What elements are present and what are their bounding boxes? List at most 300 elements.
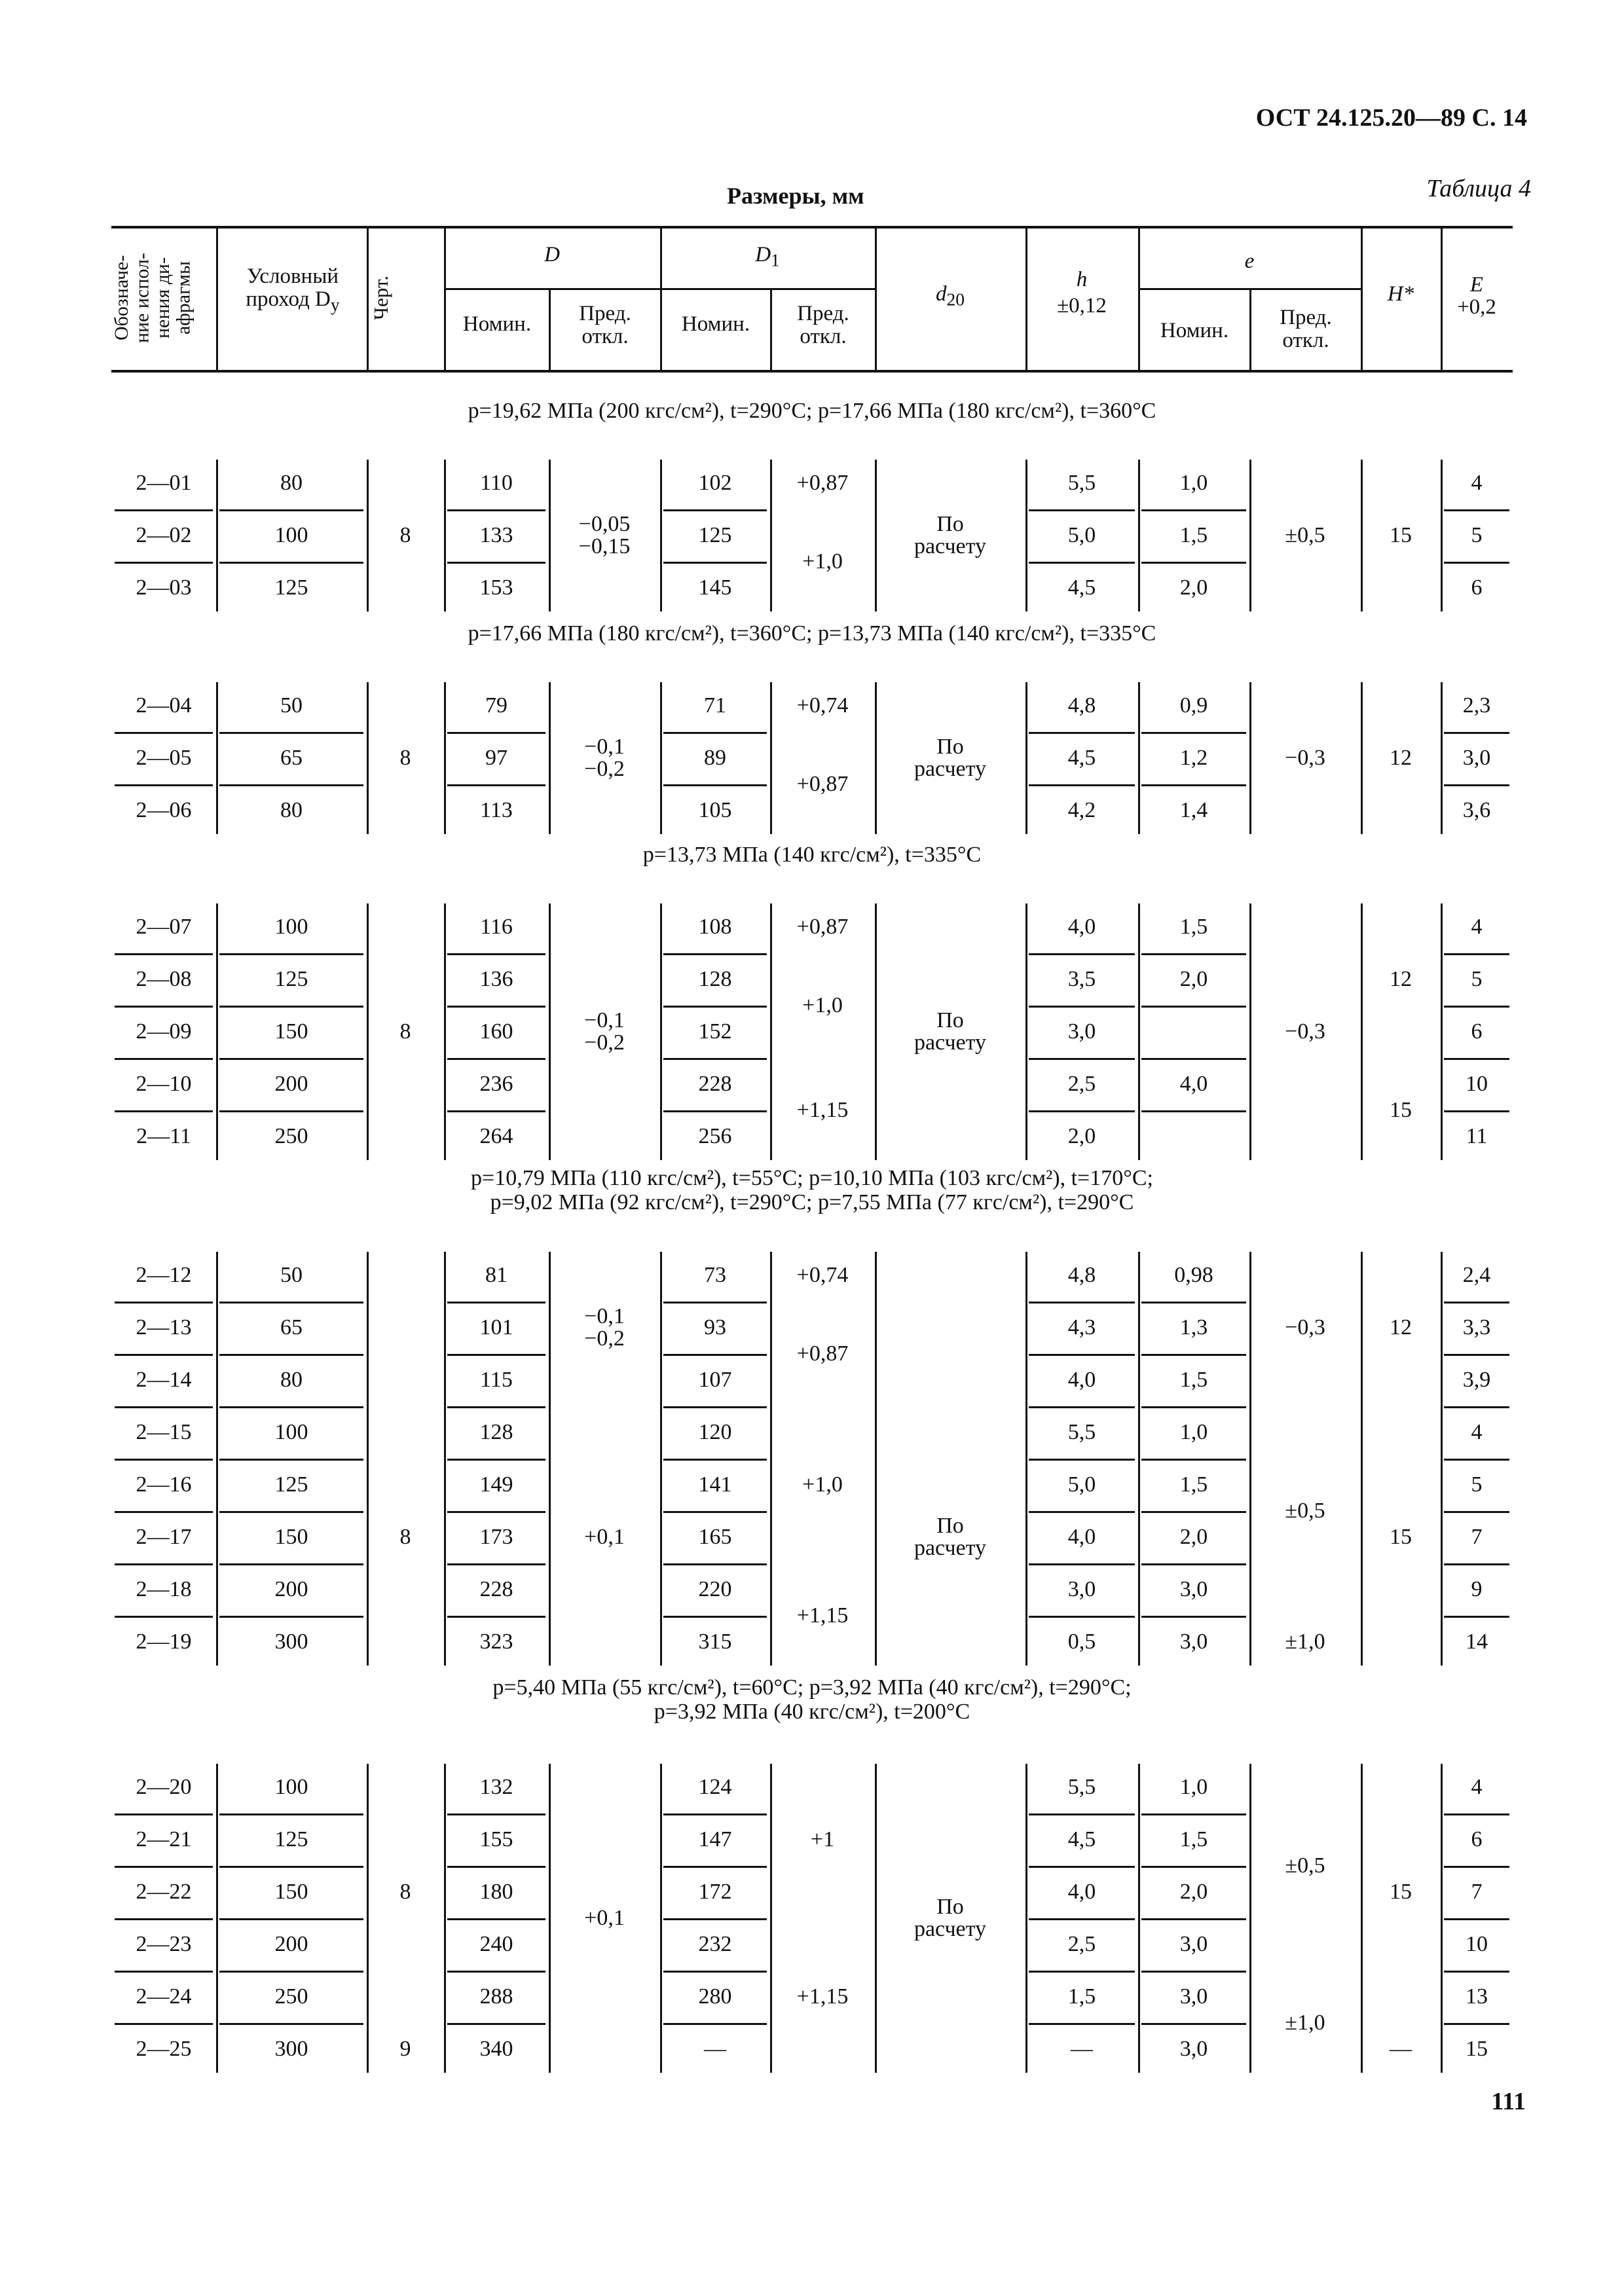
table-cell-D: 340 xyxy=(479,2037,513,2061)
table-cell-edev: −0,3 xyxy=(1285,746,1325,770)
row-rule xyxy=(1141,953,1246,955)
row-rule xyxy=(219,1813,363,1815)
table-cell-h: 4,0 xyxy=(1067,915,1096,939)
table-cell-E: 3,0 xyxy=(1462,746,1491,770)
table-cell-D1: 102 xyxy=(698,471,732,495)
table-cell-D1: 124 xyxy=(698,1775,732,1799)
row-rule xyxy=(1444,1006,1509,1008)
table-cell-h: 1,5 xyxy=(1067,1984,1096,2009)
row-rule xyxy=(1029,1406,1135,1408)
table-cell-h: 4,0 xyxy=(1067,1525,1096,1549)
row-rule xyxy=(663,1813,767,1815)
row-rule xyxy=(1444,1616,1509,1618)
table-cell-E: 11 xyxy=(1466,1124,1488,1148)
row-rule xyxy=(1029,1302,1135,1303)
row-rule xyxy=(663,784,767,786)
row-rule xyxy=(115,1971,213,1973)
col-d20-subscript: 20 xyxy=(946,289,965,310)
table-cell-D: 116 xyxy=(480,915,513,939)
table-cell-D1dev: +0,87 xyxy=(796,471,849,495)
table-cell-D1dev: +1 xyxy=(810,1827,835,1851)
table-cell-code: 2—18 xyxy=(136,1577,192,1601)
col-E-header: E xyxy=(1469,273,1484,297)
table-cell-dy: 200 xyxy=(274,1577,308,1601)
table-cell-code: 2—03 xyxy=(136,575,192,600)
table-cell-code: 2—10 xyxy=(136,1072,192,1096)
section-condition: p=13,73 МПа (140 кгс/см²), t=335°C xyxy=(642,843,982,867)
row-rule xyxy=(1444,1971,1509,1973)
row-rule xyxy=(1141,1563,1246,1565)
row-rule xyxy=(447,1616,545,1618)
table-cell-drw: 8 xyxy=(399,1019,411,1044)
table-cell-E: 6 xyxy=(1471,1827,1483,1851)
row-rule xyxy=(663,1058,767,1060)
column-divider xyxy=(1138,1252,1140,1666)
col-E-tolerance: +0,2 xyxy=(1457,295,1496,319)
table-cell-D: 236 xyxy=(479,1072,513,1096)
row-rule xyxy=(1444,1354,1509,1356)
table-cell-code: 2—22 xyxy=(136,1880,192,1904)
table-cell-h: 3,0 xyxy=(1067,1019,1096,1044)
row-rule xyxy=(663,562,767,564)
table-cell-h: 4,8 xyxy=(1067,693,1096,718)
row-rule xyxy=(219,732,363,734)
table-cell-E: 4 xyxy=(1471,915,1483,939)
table-cell-E: 4 xyxy=(1471,1420,1483,1444)
row-rule xyxy=(447,732,545,734)
col-D-header: D xyxy=(544,243,560,266)
table-cell-D1: 145 xyxy=(698,575,732,600)
table-cell-dy: 250 xyxy=(274,1124,308,1148)
row-rule xyxy=(1141,784,1246,786)
table-cell-D1: 107 xyxy=(698,1368,732,1392)
row-rule xyxy=(1029,1616,1135,1618)
row-rule xyxy=(1029,953,1135,955)
row-rule xyxy=(1444,1110,1509,1112)
section-condition: p=19,62 МПа (200 кгс/см²), t=290°C; p=17,66 МПа (180 кгс/см²), t=360°C xyxy=(468,399,1156,423)
table-cell-h: 4,8 xyxy=(1067,1263,1096,1287)
table-cell-dy: 300 xyxy=(274,1630,308,1654)
table-cell-d20: По расчету xyxy=(913,1895,987,1941)
table-cell-D1dev: +0,74 xyxy=(796,693,849,718)
row-rule xyxy=(219,1110,363,1112)
table-cell-code: 2—23 xyxy=(136,1932,192,1956)
table-cell-E: 5 xyxy=(1471,1472,1483,1497)
table-cell-D1: 280 xyxy=(698,1984,732,2009)
table-cell-edev: −0,3 xyxy=(1285,1315,1325,1339)
table-cell-code: 2—04 xyxy=(136,693,192,718)
table-cell-D1dev: +1,15 xyxy=(796,1984,849,2009)
row-rule xyxy=(115,1058,213,1060)
table-cell-code: 2—15 xyxy=(136,1420,192,1444)
table-cell-code: 2—05 xyxy=(136,746,192,770)
table-cell-code: 2—07 xyxy=(136,915,192,939)
row-rule xyxy=(1444,784,1509,786)
table-cell-edev: ±0,5 xyxy=(1285,1853,1325,1878)
table-cell-edev: ±1,0 xyxy=(1285,2011,1325,2035)
column-divider xyxy=(216,1252,218,1666)
row-rule xyxy=(1444,1563,1509,1565)
table-cell-E: 6 xyxy=(1471,1019,1483,1044)
column-divider xyxy=(660,1252,662,1666)
table-cell-code: 2—19 xyxy=(136,1630,192,1654)
row-rule xyxy=(663,1459,767,1461)
table-cell-dy: 100 xyxy=(274,1420,308,1444)
row-rule xyxy=(1029,1354,1135,1356)
table-cell-e: 2,0 xyxy=(1179,575,1208,600)
table-cell-H: 12 xyxy=(1390,967,1412,991)
col-dy-header xyxy=(220,265,365,314)
table-cell-D1: 120 xyxy=(698,1420,732,1444)
row-rule xyxy=(1029,1006,1135,1008)
table-cell-dy: 125 xyxy=(274,575,308,600)
row-rule xyxy=(219,509,363,511)
row-rule xyxy=(447,1813,545,1815)
row-rule xyxy=(447,953,545,955)
row-rule xyxy=(219,1616,363,1618)
row-rule xyxy=(1029,509,1135,511)
row-rule xyxy=(1141,1971,1246,1973)
row-rule xyxy=(663,1006,767,1008)
table-cell-E: 5 xyxy=(1471,523,1483,547)
row-rule xyxy=(663,1971,767,1973)
table-cell-dy: 50 xyxy=(280,1263,303,1287)
header-top-rule xyxy=(111,226,1513,228)
row-rule xyxy=(1029,1058,1135,1060)
row-rule xyxy=(1444,953,1509,955)
header-sub-rule-D xyxy=(444,288,875,290)
row-rule xyxy=(1141,732,1246,734)
table-cell-D1dev: +0,87 xyxy=(796,1341,849,1366)
column-divider xyxy=(1441,1764,1443,2073)
section-condition: p=10,79 МПа (110 кгс/см²), t=55°C; p=10,10 МПа (103 кгс/см²), t=170°C; p=9,02 МПа (92 кгс/см²), t=290°C; p=7,55 МПа (77 кгс/см²), t=290°C xyxy=(471,1166,1153,1214)
column-divider xyxy=(1025,1252,1027,1666)
table-cell-D1: 93 xyxy=(704,1315,726,1339)
row-rule xyxy=(447,1406,545,1408)
col-D1-header xyxy=(660,244,875,270)
row-rule xyxy=(219,1459,363,1461)
row-rule xyxy=(1444,732,1509,734)
table-cell-E: 10 xyxy=(1466,1072,1488,1096)
table-cell-E: 2,3 xyxy=(1462,693,1491,718)
row-rule xyxy=(1029,1459,1135,1461)
table-title: Размеры, мм xyxy=(727,183,864,209)
table-cell-D: 132 xyxy=(479,1775,513,1799)
row-rule xyxy=(115,1006,213,1008)
row-rule xyxy=(115,1354,213,1356)
row-rule xyxy=(1444,1511,1509,1513)
col-drawing-header: Черт. xyxy=(369,276,392,320)
table-cell-dy: 50 xyxy=(280,693,303,718)
col-d20-label: d xyxy=(936,282,947,306)
table-cell-d20: По расчету xyxy=(913,1008,987,1055)
table-cell-E: 4 xyxy=(1471,471,1483,495)
table-cell-e: 3,0 xyxy=(1179,1984,1208,2009)
header-col-line xyxy=(367,226,369,370)
table-cell-e: 1,5 xyxy=(1179,1472,1208,1497)
table-cell-Ddev: −0,1 −0,2 xyxy=(584,1304,625,1351)
table-cell-dy: 65 xyxy=(280,746,303,770)
table-cell-dy: 65 xyxy=(280,1315,303,1339)
row-rule xyxy=(663,1563,767,1565)
table-cell-E: 3,3 xyxy=(1462,1315,1491,1339)
table-cell-dy: 80 xyxy=(280,471,303,495)
table-cell-e: 1,5 xyxy=(1179,1827,1208,1851)
table-cell-dy: 125 xyxy=(274,1472,308,1497)
row-rule xyxy=(115,953,213,955)
row-rule xyxy=(663,1866,767,1868)
row-rule xyxy=(115,1110,213,1112)
table-cell-D1dev: +1,15 xyxy=(796,1603,849,1628)
row-rule xyxy=(663,2023,767,2025)
table-cell-h: 4,5 xyxy=(1067,575,1096,600)
col-D1-nominal: Номин. xyxy=(681,312,750,336)
table-cell-D1: 232 xyxy=(698,1932,732,1956)
row-rule xyxy=(115,1866,213,1868)
row-rule xyxy=(447,784,545,786)
table-cell-h: 4,3 xyxy=(1067,1315,1096,1339)
table-cell-e: 3,0 xyxy=(1179,1630,1208,1654)
table-cell-dy: 250 xyxy=(274,1984,308,2009)
table-cell-h: 5,0 xyxy=(1067,523,1096,547)
table-cell-dy: 200 xyxy=(274,1932,308,1956)
table-cell-D1: 315 xyxy=(698,1630,732,1654)
table-cell-e: 1,3 xyxy=(1179,1315,1208,1339)
table-cell-dy: 125 xyxy=(274,967,308,991)
column-divider xyxy=(367,1764,369,2073)
row-rule xyxy=(1029,2023,1135,2025)
table-cell-E: 3,6 xyxy=(1462,798,1491,822)
row-rule xyxy=(1444,1406,1509,1408)
table-cell-d20: По расчету xyxy=(913,1514,987,1560)
row-rule xyxy=(663,1302,767,1303)
table-cell-H: 15 xyxy=(1390,1098,1412,1122)
table-cell-E: 15 xyxy=(1466,2037,1488,2061)
row-rule xyxy=(1444,1813,1509,1815)
table-cell-dy: 200 xyxy=(274,1072,308,1096)
table-cell-e: 3,0 xyxy=(1179,1577,1208,1601)
table-cell-Ddev: +0,1 xyxy=(584,1525,625,1549)
table-cell-D1: 73 xyxy=(704,1263,726,1287)
table-cell-dy: 100 xyxy=(274,1775,308,1799)
table-cell-code: 2—08 xyxy=(136,967,192,991)
table-cell-E: 9 xyxy=(1471,1577,1483,1601)
column-divider xyxy=(770,1252,772,1666)
table-cell-D: 115 xyxy=(480,1368,513,1392)
table-cell-D: 155 xyxy=(479,1827,513,1851)
row-rule xyxy=(115,1918,213,1920)
table-cell-E: 7 xyxy=(1471,1880,1483,1904)
table-cell-D1: 220 xyxy=(698,1577,732,1601)
column-divider xyxy=(770,903,772,1160)
col-D1-label: D xyxy=(755,243,771,266)
table-cell-dy: 100 xyxy=(274,523,308,547)
row-rule xyxy=(219,784,363,786)
col-D1-deviation: Пред. откл. xyxy=(797,302,849,348)
table-cell-code: 2—12 xyxy=(136,1263,192,1287)
table-number: Таблица 4 xyxy=(1426,175,1531,202)
row-rule xyxy=(663,1110,767,1112)
table-cell-D: 136 xyxy=(479,967,513,991)
row-rule xyxy=(447,1511,545,1513)
table-cell-h: 2,5 xyxy=(1067,1072,1096,1096)
row-rule xyxy=(447,1918,545,1920)
column-divider xyxy=(1138,903,1140,1160)
table-cell-E: 3,9 xyxy=(1462,1368,1491,1392)
row-rule xyxy=(1444,1302,1509,1303)
table-cell-edev: ±0,5 xyxy=(1285,1499,1325,1523)
table-cell-D1: 89 xyxy=(704,746,726,770)
row-rule xyxy=(1029,784,1135,786)
table-cell-drw: 9 xyxy=(399,2037,411,2061)
table-cell-dy: 80 xyxy=(280,798,303,822)
table-cell-h: 4,5 xyxy=(1067,746,1096,770)
col-designation-header: Обозначе- ние испол- нения ди- афрагмы xyxy=(111,253,194,343)
table-cell-D1dev: +1,0 xyxy=(802,993,843,1017)
row-rule xyxy=(1141,1406,1246,1408)
row-rule xyxy=(1141,1354,1246,1356)
table-cell-Ddev: −0,05 −0,15 xyxy=(578,512,631,558)
table-cell-e: 1,0 xyxy=(1179,471,1208,495)
table-cell-e: 1,2 xyxy=(1179,746,1208,770)
table-cell-E: 5 xyxy=(1471,967,1483,991)
row-rule xyxy=(219,1918,363,1920)
row-rule xyxy=(115,732,213,734)
table-cell-D1: 128 xyxy=(698,967,732,991)
table-cell-D1: 172 xyxy=(698,1880,732,1904)
row-rule xyxy=(1444,2023,1509,2025)
table-cell-edev: ±0,5 xyxy=(1285,523,1325,547)
row-rule xyxy=(219,1302,363,1303)
table-cell-D1dev: +1,15 xyxy=(796,1098,849,1122)
table-cell-D: 79 xyxy=(485,693,507,718)
table-cell-D: 288 xyxy=(479,1984,513,2009)
table-cell-D: 133 xyxy=(479,523,513,547)
table-cell-code: 2—09 xyxy=(136,1019,192,1044)
table-cell-edev: −0,3 xyxy=(1285,1019,1325,1044)
row-rule xyxy=(1141,562,1246,564)
column-divider xyxy=(444,1764,446,2073)
row-rule xyxy=(663,1354,767,1356)
row-rule xyxy=(115,509,213,511)
col-H-header: H* xyxy=(1387,282,1414,306)
table-cell-H: 12 xyxy=(1390,746,1412,770)
row-rule xyxy=(1444,562,1509,564)
row-rule xyxy=(115,784,213,786)
row-rule xyxy=(1444,1866,1509,1868)
col-D-deviation: Пред. откл. xyxy=(579,302,631,348)
table-cell-dy: 150 xyxy=(274,1525,308,1549)
table-cell-code: 2—16 xyxy=(136,1472,192,1497)
row-rule xyxy=(115,1813,213,1815)
column-divider xyxy=(1441,1252,1443,1666)
table-cell-code: 2—02 xyxy=(136,523,192,547)
table-cell-H: — xyxy=(1390,2037,1412,2061)
page-number: 111 xyxy=(1491,2088,1526,2115)
table-cell-D: 323 xyxy=(479,1630,513,1654)
table-cell-dy: 300 xyxy=(274,2037,308,2061)
row-rule xyxy=(1029,1563,1135,1565)
row-rule xyxy=(219,1971,363,1973)
table-cell-D: 97 xyxy=(485,746,507,770)
table-cell-dy: 150 xyxy=(274,1880,308,1904)
table-cell-code: 2—14 xyxy=(136,1368,192,1392)
col-e-deviation: Пред. откл. xyxy=(1280,306,1332,352)
column-divider xyxy=(875,1252,877,1666)
table-cell-Ddev: +0,1 xyxy=(584,1906,625,1930)
row-rule xyxy=(447,1354,545,1356)
table-cell-d20: По расчету xyxy=(913,735,987,781)
table-cell-code: 2—25 xyxy=(136,2037,192,2061)
column-divider xyxy=(1361,1252,1363,1666)
table-cell-D1: 71 xyxy=(704,693,726,718)
header-col-line xyxy=(1138,226,1140,370)
col-h-tolerance: ±0,12 xyxy=(1057,294,1107,318)
table-cell-h: 4,5 xyxy=(1067,1827,1096,1851)
table-cell-E: 4 xyxy=(1471,1775,1483,1799)
table-cell-e: 0,98 xyxy=(1174,1263,1213,1287)
row-rule xyxy=(447,1971,545,1973)
row-rule xyxy=(447,1459,545,1461)
row-rule xyxy=(219,1058,363,1060)
table-cell-h: 5,5 xyxy=(1067,471,1096,495)
row-rule xyxy=(663,732,767,734)
row-rule xyxy=(1141,1813,1246,1815)
table-cell-code: 2—24 xyxy=(136,1984,192,2009)
row-rule xyxy=(1141,1918,1246,1920)
table-cell-h: 5,0 xyxy=(1067,1472,1096,1497)
row-rule xyxy=(115,1406,213,1408)
table-cell-D1: — xyxy=(704,2037,726,2061)
row-rule xyxy=(663,509,767,511)
row-rule xyxy=(1444,509,1509,511)
table-cell-d20: По расчету xyxy=(913,512,987,558)
row-rule xyxy=(447,1110,545,1112)
table-cell-D1: 152 xyxy=(698,1019,732,1044)
table-cell-D1: 147 xyxy=(698,1827,732,1851)
table-cell-H: 12 xyxy=(1390,1315,1412,1339)
row-rule xyxy=(219,562,363,564)
row-rule xyxy=(115,2023,213,2025)
table-cell-code: 2—21 xyxy=(136,1827,192,1851)
col-dy-subscript: у xyxy=(330,294,340,315)
table-cell-D1dev: +1,0 xyxy=(802,549,843,574)
row-rule xyxy=(1141,1511,1246,1513)
table-cell-D: 240 xyxy=(479,1932,513,1956)
section-condition: p=5,40 МПа (55 кгс/см²), t=60°C; p=3,92 МПа (40 кгс/см²), t=290°C; p=3,92 МПа (40 кгс/см²), t=200°C xyxy=(492,1675,1132,1724)
table-cell-D1: 165 xyxy=(698,1525,732,1549)
table-cell-code: 2—11 xyxy=(136,1124,191,1148)
table-cell-h: 2,0 xyxy=(1067,1124,1096,1148)
table-cell-drw: 8 xyxy=(399,1525,411,1549)
row-rule xyxy=(663,1511,767,1513)
row-rule xyxy=(219,1354,363,1356)
table-cell-E: 14 xyxy=(1466,1630,1488,1654)
table-cell-E: 2,4 xyxy=(1462,1263,1491,1287)
row-rule xyxy=(1444,1058,1509,1060)
table-cell-D1: 108 xyxy=(698,915,732,939)
table-cell-e: 4,0 xyxy=(1179,1072,1208,1096)
table-cell-D1: 228 xyxy=(698,1072,732,1096)
table-cell-D: 149 xyxy=(479,1472,513,1497)
table-cell-code: 2—01 xyxy=(136,471,192,495)
column-divider xyxy=(1361,1764,1363,2073)
table-cell-e: 1,5 xyxy=(1179,523,1208,547)
row-rule xyxy=(219,953,363,955)
column-divider xyxy=(1249,1252,1251,1666)
table-cell-D1dev: +1,0 xyxy=(802,1472,843,1497)
table-cell-e: 1,5 xyxy=(1179,1368,1208,1392)
